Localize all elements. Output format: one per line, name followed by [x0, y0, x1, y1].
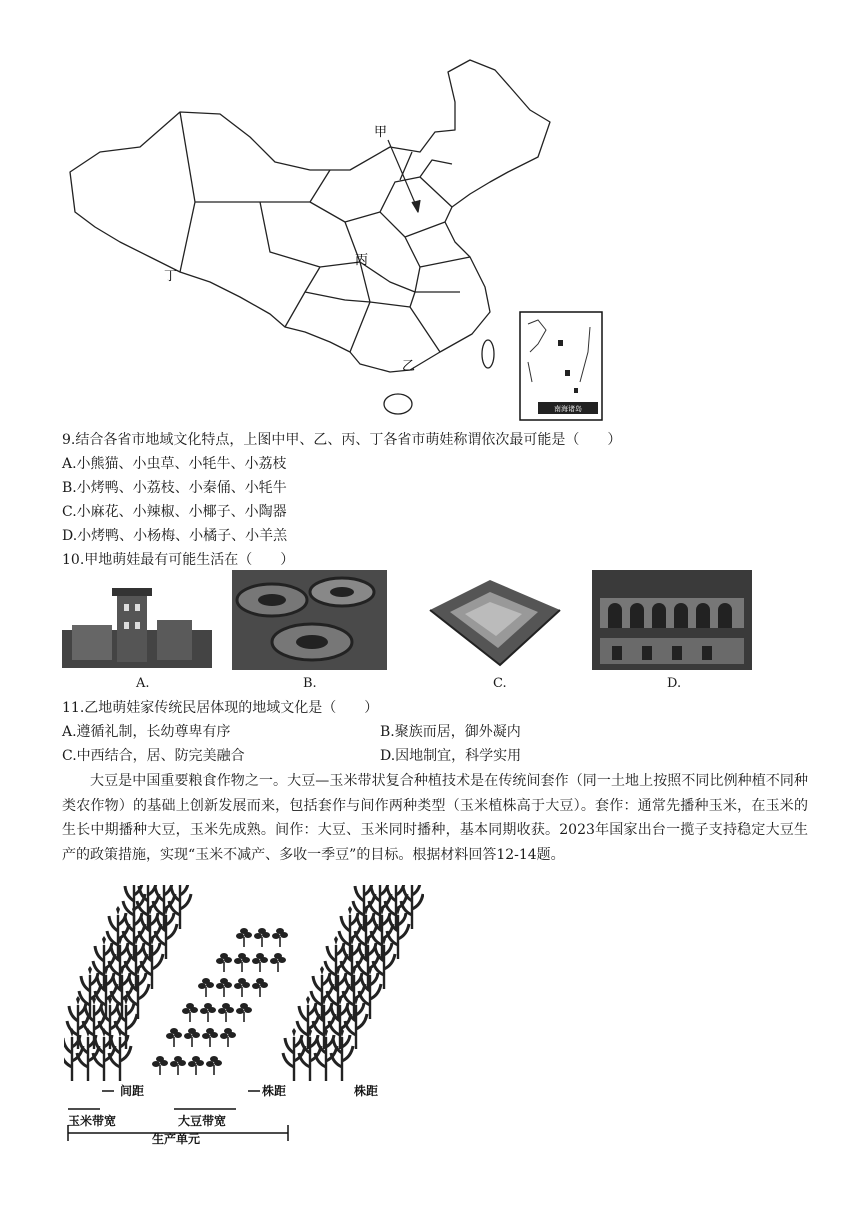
- inset-map: [520, 312, 602, 420]
- q11-option-b: B.聚族而居，御外凝内: [380, 724, 521, 740]
- q11-option-d: D.因地制宜，科学实用: [380, 748, 522, 764]
- map-label-yi: 乙: [402, 359, 416, 374]
- q11-option-a: A.遵循礼制，长幼尊卑有序: [62, 724, 231, 740]
- photo-a-diaolou: [62, 570, 212, 670]
- soy-band: [152, 928, 288, 1075]
- photo-b-tulou: [232, 570, 387, 670]
- label-corn-band: 玉米带宽: [68, 1114, 117, 1128]
- intercropping-figure: [64, 885, 424, 1147]
- label-plant-spacing-2: 株距: [354, 1084, 379, 1098]
- q11-stem: 11.乙地萌娃家传统民居体现的地域文化是（ ）: [62, 700, 379, 716]
- caption-a: A.: [136, 676, 150, 691]
- map-label-jia: 甲: [374, 125, 388, 140]
- label-soy-band: 大豆带宽: [178, 1114, 227, 1128]
- photo-d-yaodong: [592, 570, 752, 670]
- hainan-island: [384, 394, 412, 414]
- china-map: [60, 52, 620, 424]
- label-production-unit: 生产单元: [152, 1132, 201, 1146]
- q9-option-b: B.小烤鸭、小荔枝、小秦俑、小牦牛: [62, 480, 287, 496]
- country-outline: [70, 60, 550, 372]
- corn-band-left: [64, 885, 191, 1081]
- province-lines: [180, 112, 470, 352]
- corn-band-right: [283, 885, 423, 1081]
- caption-d: D.: [667, 676, 682, 691]
- q9-option-a: A.小熊猫、小虫草、小牦牛、小荔枝: [62, 456, 287, 472]
- caption-c: C.: [493, 676, 507, 691]
- photo-c-siheyuan: [410, 570, 570, 670]
- label-plant-spacing-1: 株距: [262, 1084, 287, 1098]
- map-label-ding: 丁: [164, 269, 178, 284]
- caption-b: B.: [303, 676, 317, 691]
- q9-option-c: C.小麻花、小辣椒、小椰子、小陶器: [62, 504, 287, 520]
- map-label-bing: 丙: [355, 253, 369, 268]
- material-passage: 大豆是中国重要粮食作物之一。大豆—玉米带状复合种植技术是在传统间套作（同一土地上按照不同比例种植不同种类农作物）的基础上创新发展而来，包括套作与间作两种类型（玉米植株高于大豆）。套作：通常先播种玉米，在玉米的生长中期播种大豆，玉米先成熟。间作：大豆、玉米同时播种，基本同期收获。2023年国家出台一揽子支持稳定大豆生产的政策措施，实现“玉米不减产、多收一季豆”的目标。根据材料回答12-14题。: [62, 773, 808, 863]
- q9-stem: 9.结合各省市地域文化特点，上图中甲、乙、丙、丁各省市萌娃称谓依次最可能是（ ）: [62, 432, 622, 448]
- q9-option-d: D.小烤鸭、小杨梅、小橘子、小羊羔: [62, 528, 288, 544]
- inset-label: 南海诸岛: [554, 405, 582, 413]
- label-row-spacing: 间距: [120, 1084, 145, 1098]
- q11-option-c: C.中西结合，居、防完美融合: [62, 748, 245, 764]
- taiwan-island: [482, 340, 494, 368]
- q10-stem: 10.甲地萌娃最有可能生活在（ ）: [62, 552, 295, 568]
